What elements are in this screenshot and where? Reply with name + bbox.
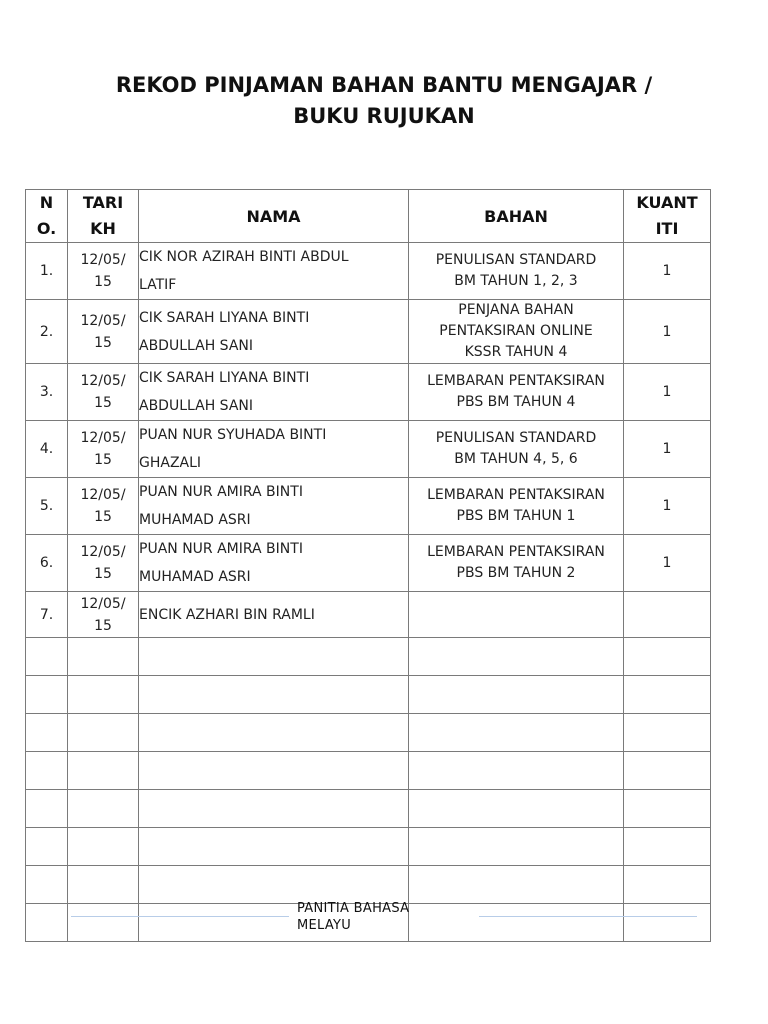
row-name-line: GHAZALI <box>139 455 202 471</box>
row-date <box>68 243 139 300</box>
row-name-line: PUAN NUR AMIRA BINTI <box>139 484 303 500</box>
row-material-line: BM TAHUN 1, 2, 3 <box>454 273 578 289</box>
row-name <box>139 243 409 300</box>
row-date-line: 15 <box>94 617 112 634</box>
row-material-line: BM TAHUN 4, 5, 6 <box>454 451 578 467</box>
row-material-line: LEMBARAN PENTAKSIRAN <box>427 544 605 560</box>
empty-table-row <box>26 638 711 676</box>
table-row <box>26 300 711 364</box>
row-name-line: CIK SARAH LIYANA BINTI <box>139 309 310 326</box>
header-nama: NAMA <box>139 190 409 243</box>
row-name-line: ABDULLAH SANI <box>139 337 254 354</box>
row-name <box>139 592 409 638</box>
empty-cell <box>409 714 624 752</box>
row-material <box>409 478 624 535</box>
empty-table-row <box>26 866 711 904</box>
footer-line-left <box>71 916 289 917</box>
header-no: N O. <box>26 190 68 243</box>
row-name-line: MUHAMAD ASRI <box>139 569 251 585</box>
empty-cell <box>68 638 139 676</box>
row-quantity: 1 <box>624 243 711 300</box>
row-material-line: PBS BM TAHUN 4 <box>456 394 576 410</box>
row-name <box>139 535 409 592</box>
empty-cell <box>26 752 68 790</box>
empty-cell <box>409 676 624 714</box>
empty-cell <box>68 866 139 904</box>
empty-cell <box>26 828 68 866</box>
row-quantity: 1 <box>624 421 711 478</box>
row-date-line: 12/05/ <box>80 252 126 268</box>
row-name <box>139 478 409 535</box>
row-material-line: PENJANA BAHAN <box>458 302 574 318</box>
row-material <box>409 243 624 300</box>
row-date <box>68 592 139 638</box>
empty-cell <box>624 752 711 790</box>
row-date-line: 15 <box>94 452 112 468</box>
row-number: 5. <box>26 478 68 535</box>
empty-cell <box>409 790 624 828</box>
row-number: 3. <box>26 364 68 421</box>
footer-line-right <box>479 916 697 917</box>
row-date <box>68 478 139 535</box>
header-kuantiti: KUANT ITI <box>624 190 711 243</box>
row-number: 1. <box>26 243 68 300</box>
row-name-line: PUAN NUR AMIRA BINTI <box>139 541 303 557</box>
row-number: 2. <box>26 300 68 364</box>
table-row <box>26 421 711 478</box>
empty-cell <box>139 638 409 676</box>
empty-cell <box>139 866 409 904</box>
empty-table-row <box>26 828 711 866</box>
table-row <box>26 535 711 592</box>
table-body <box>26 243 711 942</box>
empty-cell <box>409 638 624 676</box>
empty-cell <box>68 828 139 866</box>
row-date <box>68 364 139 421</box>
row-quantity: 1 <box>624 364 711 421</box>
empty-cell <box>624 714 711 752</box>
row-date-line: 15 <box>94 566 112 582</box>
empty-cell <box>68 904 139 942</box>
row-number: 6. <box>26 535 68 592</box>
row-material-line: PBS BM TAHUN 1 <box>456 508 576 524</box>
table-row <box>26 243 711 300</box>
row-material-line: PBS BM TAHUN 2 <box>456 565 576 581</box>
row-name-line: PUAN NUR SYUHADA BINTI <box>139 427 327 443</box>
title-line-1: REKOD PINJAMAN BAHAN BANTU MENGAJAR / <box>115 73 653 97</box>
footer-line-1: PANITIA BAHASA <box>297 901 410 916</box>
row-quantity: 1 <box>624 478 711 535</box>
row-quantity: 1 <box>624 535 711 592</box>
footer-label <box>297 900 409 934</box>
empty-cell <box>409 752 624 790</box>
row-name-line: CIK SARAH LIYANA BINTI <box>139 370 310 386</box>
row-quantity <box>624 592 711 638</box>
row-name-line: ABDULLAH SANI <box>139 398 254 414</box>
table-row <box>26 478 711 535</box>
empty-cell <box>624 866 711 904</box>
table-row <box>26 364 711 421</box>
table-row <box>26 592 711 638</box>
empty-cell <box>624 828 711 866</box>
empty-cell <box>624 638 711 676</box>
row-name-line: CIK NOR AZIRAH BINTI ABDUL <box>139 249 349 265</box>
empty-cell <box>26 714 68 752</box>
row-material <box>409 535 624 592</box>
row-quantity: 1 <box>624 300 711 364</box>
row-material-line: KSSR TAHUN 4 <box>464 344 568 360</box>
row-material <box>409 300 624 364</box>
empty-cell <box>139 828 409 866</box>
empty-cell <box>68 676 139 714</box>
empty-cell <box>26 790 68 828</box>
empty-table-row <box>26 676 711 714</box>
header-bahan: BAHAN <box>409 190 624 243</box>
empty-cell <box>624 790 711 828</box>
title-line-2: BUKU RUJUKAN <box>293 104 475 128</box>
row-material-line: PENULISAN STANDARD <box>435 252 597 268</box>
empty-table-row <box>26 790 711 828</box>
row-material-line: PENTAKSIRAN ONLINE <box>439 323 593 339</box>
row-date-line: 12/05/ <box>80 312 126 329</box>
row-material <box>409 421 624 478</box>
empty-table-row <box>26 752 711 790</box>
row-date-line: 12/05/ <box>80 373 126 389</box>
row-date-line: 12/05/ <box>80 544 126 560</box>
row-name <box>139 421 409 478</box>
loan-record-table <box>25 189 711 942</box>
row-name-line: ENCIK AZHARI BIN RAMLI <box>139 606 315 623</box>
row-material-line: LEMBARAN PENTAKSIRAN <box>427 487 605 503</box>
empty-cell <box>26 866 68 904</box>
row-name <box>139 300 409 364</box>
row-material <box>409 364 624 421</box>
table-header-row <box>26 190 711 243</box>
header-tarikh: TARI KH <box>68 190 139 243</box>
empty-cell <box>139 790 409 828</box>
row-date-line: 15 <box>94 395 112 411</box>
footer-line-2: MELAYU <box>297 918 352 933</box>
empty-cell <box>68 790 139 828</box>
empty-cell <box>26 638 68 676</box>
row-number: 7. <box>26 592 68 638</box>
row-material-line: PENULISAN STANDARD <box>435 430 597 446</box>
empty-cell <box>409 904 624 942</box>
row-name-line: MUHAMAD ASRI <box>139 512 251 528</box>
row-date-line: 12/05/ <box>80 487 126 503</box>
empty-cell <box>68 752 139 790</box>
empty-cell <box>139 714 409 752</box>
row-material-line: LEMBARAN PENTAKSIRAN <box>427 373 605 389</box>
row-date-line: 12/05/ <box>80 430 126 446</box>
empty-cell <box>624 676 711 714</box>
empty-table-row <box>26 714 711 752</box>
document-title <box>0 70 768 132</box>
empty-cell <box>139 676 409 714</box>
empty-cell <box>409 866 624 904</box>
row-date-line: 12/05/ <box>80 595 126 612</box>
empty-cell <box>26 676 68 714</box>
empty-cell <box>139 752 409 790</box>
row-date <box>68 421 139 478</box>
empty-cell <box>409 828 624 866</box>
row-date-line: 15 <box>94 334 112 351</box>
row-number: 4. <box>26 421 68 478</box>
row-date-line: 15 <box>94 274 112 290</box>
empty-cell <box>68 714 139 752</box>
row-name-line: LATIF <box>139 277 177 293</box>
row-date-line: 15 <box>94 509 112 525</box>
row-date <box>68 300 139 364</box>
row-material <box>409 592 624 638</box>
empty-cell <box>624 904 711 942</box>
row-date <box>68 535 139 592</box>
empty-cell <box>26 904 68 942</box>
row-name <box>139 364 409 421</box>
